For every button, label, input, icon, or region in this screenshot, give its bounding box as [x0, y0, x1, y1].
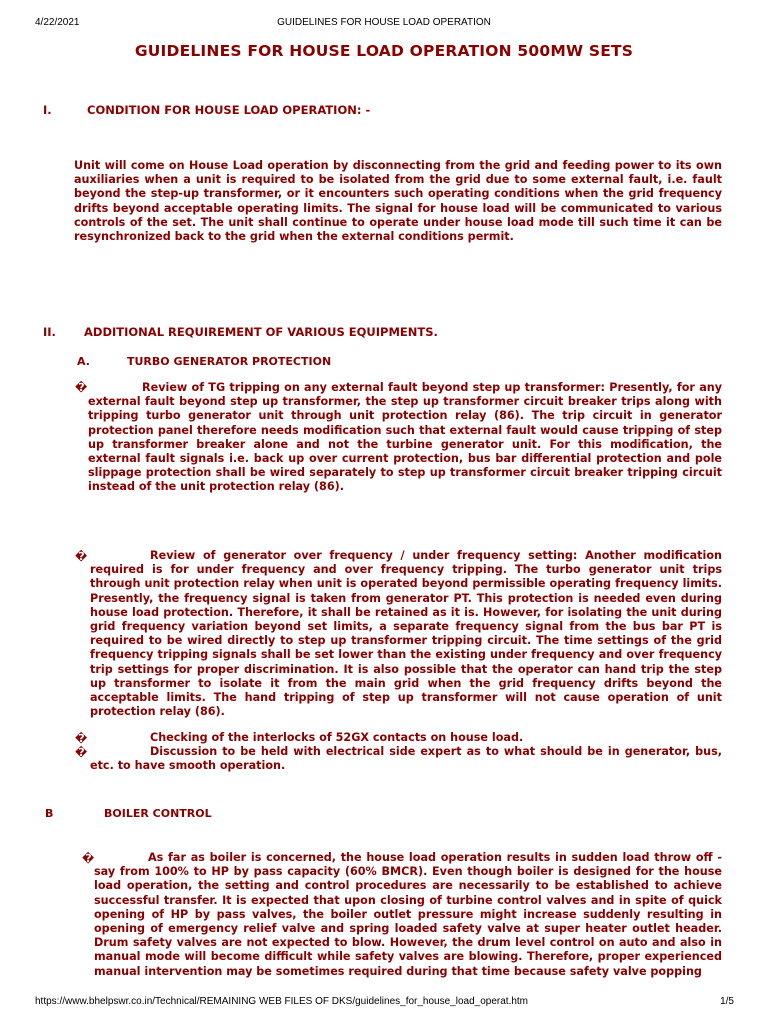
bullet-icon: � — [75, 732, 88, 745]
section-1-number: I. — [43, 103, 52, 117]
section-2-number: II. — [43, 325, 56, 339]
section-1-paragraph: Unit will come on House Load operation by disconnecting from the grid and feeding power to its own auxiliaries when a unit is required to be isolated from the grid due to some external fault, i.e. fault beyond the step-up transformer, or it encounters such operating conditions when the grid frequency drifts beyond acceptable operating limits. The signal for house load will be communicated to various controls of the set. The unit shall continue to operate under house load mode till such time it can be resynchronized back to the grid when the external conditions permit. — [74, 159, 722, 244]
list-item-boiler-control: As far as boiler is concerned, the house load operation results in sudden load throw off - say from 100% to HP by pass capacity (60% BMCR). Even though boiler is designed for the house load operation, the setting and control procedures are necessarily to be established to achieve successful transfer. It is expected that upon closing of turbine control valves and in spite of quick opening of HP by pass valves, the boiler outlet pressure might increase suddenly resulting in opening of emergency relief valve and spring loaded safety valve at super heater outlet header. Drum safety valves are not expected to blow. However, the drum level control on auto and also in manual mode will become difficult while safety valves are blowing. Therefore, proper experienced manual intervention may be sometimes required during that time because safety valve popping — [94, 851, 722, 978]
list-item-tg-tripping: Review of TG tripping on any external fault beyond step up transformer: Presently, for any external fault beyond step up transformer, the step up transformer circuit breaker trips along with tripping turbo generator unit through unit protection relay (86). The trip circuit in generator protection panel therefore needs modification such that external fault would cause tripping of step up transformer breaker alone and not the turbine generator unit. For this modification, the external fault signals i.e. back up over current protection, bus bar differential protection and pole slippage protection shall be wired separately to step up transformer circuit breaker tripping circuit instead of the unit protection relay (86). — [88, 381, 722, 494]
subsection-b-number: B — [45, 807, 54, 820]
list-item-interlocks: Checking of the interlocks of 52GX contacts on house load. — [150, 731, 524, 744]
list-item-discussion: Discussion to be held with electrical side expert as to what should be in generator, bus, etc. to have smooth operation. — [90, 745, 722, 773]
subsection-a-heading: TURBO GENERATOR PROTECTION — [127, 355, 332, 368]
document-title: GUIDELINES FOR HOUSE LOAD OPERATION 500MW SETS — [134, 42, 634, 60]
section-1-heading: CONDITION FOR HOUSE LOAD OPERATION: - — [87, 103, 371, 117]
section-2-heading: ADDITIONAL REQUIREMENT OF VARIOUS EQUIPMENTS. — [84, 325, 438, 339]
bullet-icon: � — [75, 550, 88, 563]
subsection-a-number: A. — [77, 355, 90, 368]
bullet-icon: � — [75, 381, 88, 394]
list-item-frequency-setting: Review of generator over frequency / under frequency setting: Another modification required is for under frequency and over frequency tripping. The turbo generator unit trips through unit protection relay when unit is operated beyond permissible operating frequency limits. Presently, the frequency signal is taken from generator PT. This protection is needed even during house load protection. Therefore, it shall be retained as it is. However, for isolating the unit during grid frequency variation beyond set limits, a separate frequency signal from the bus bar PT is required to be wired directly to step up transformer tripping circuit. The time settings of the grid frequency tripping signals shall be set lower than the existing under frequency and over frequency trip settings for proper discrimination. It is also possible that the operator can hand trip the step up transformer to isolate it from the main grid when the grid frequency drifts beyond the acceptable limits. The hand tripping of step up transformer will not cause operation of unit protection relay (86). — [90, 549, 722, 719]
bullet-icon: � — [75, 746, 88, 759]
print-header-title: GUIDELINES FOR HOUSE LOAD OPERATION — [277, 17, 491, 28]
print-date: 4/22/2021 — [35, 17, 80, 28]
page-number: 1/5 — [720, 996, 734, 1007]
bullet-icon: � — [82, 852, 95, 865]
print-footer-url: https://www.bhelpswr.co.in/Technical/REMAINING WEB FILES OF DKS/guidelines_for_house_load_operat.htm — [35, 996, 529, 1007]
subsection-b-heading: BOILER CONTROL — [104, 807, 212, 820]
